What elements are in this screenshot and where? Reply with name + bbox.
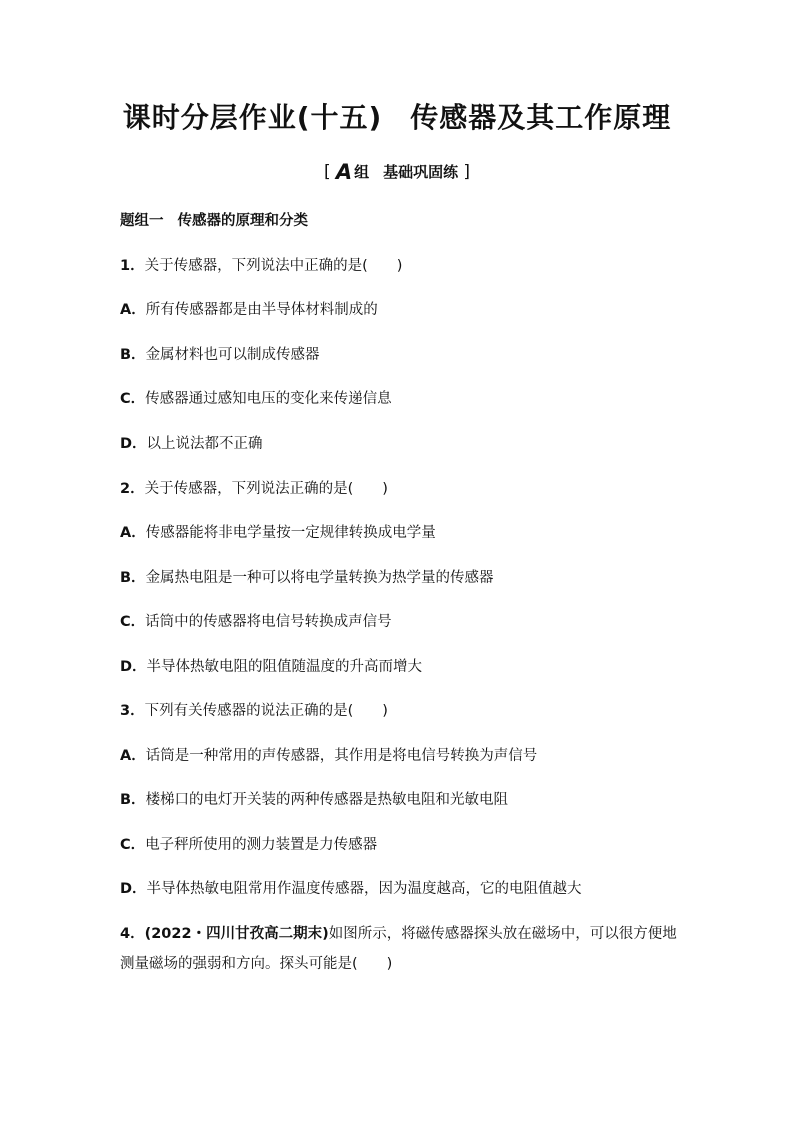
group-desc: 基础巩固练 <box>383 163 459 181</box>
option-key: B． <box>120 570 146 586</box>
question-2-option-a <box>120 522 690 544</box>
question-text: 关于传感器，下列说法中正确的是( ) <box>144 258 403 274</box>
option-text: 以上说法都不正确 <box>146 436 263 452</box>
question-3-option-c <box>120 834 690 856</box>
section-heading <box>120 210 690 232</box>
group-close-bracket: ] <box>463 162 471 182</box>
option-key: A． <box>120 525 146 541</box>
question-1-option-b <box>120 344 690 366</box>
question-number: 4． <box>120 926 145 942</box>
option-key: B． <box>120 347 146 363</box>
question-3-option-b <box>120 789 690 811</box>
option-key: D． <box>120 659 147 675</box>
option-text: 电子秤所使用的测力装置是力传感器 <box>145 837 378 853</box>
option-key: C． <box>120 837 146 853</box>
option-key: C． <box>120 614 146 630</box>
question-number: 1． <box>120 258 145 274</box>
question-text: 下列有关传感器的说法正确的是( ) <box>144 703 388 719</box>
question-4-stem <box>120 919 690 979</box>
question-2-option-d <box>120 656 690 678</box>
question-2-option-b <box>120 567 690 589</box>
title-part1: 课时分层作业(十五) <box>122 101 383 134</box>
option-key: D． <box>120 436 147 452</box>
group-name: 组 <box>354 163 370 181</box>
option-key: C． <box>120 391 146 407</box>
question-1-option-d <box>120 433 690 455</box>
section-title: 传感器的原理和分类 <box>177 213 308 229</box>
question-text: 如图所示，将磁传感器探头放在磁场中，可以很方便地测量磁场的强弱和方向。探头可能是( ) <box>120 926 677 972</box>
option-text: 金属热电阻是一种可以将电学量转换为热学量的传感器 <box>145 570 494 586</box>
title-part2: 传感器及其工作原理 <box>410 101 672 134</box>
option-text: 金属材料也可以制成传感器 <box>145 347 320 363</box>
question-text: 关于传感器，下列说法正确的是( ) <box>144 481 388 497</box>
question-3-option-a <box>120 745 690 767</box>
option-key: B． <box>120 792 146 808</box>
question-2-stem <box>120 478 690 500</box>
question-3-option-d <box>120 878 690 900</box>
option-key: D． <box>120 881 147 897</box>
page-title <box>0 96 794 136</box>
option-text: 传感器能将非电学量按一定规律转换成电学量 <box>145 525 436 541</box>
option-text: 楼梯口的电灯开关装的两种传感器是热敏电阻和光敏电阻 <box>145 792 509 808</box>
option-key: A． <box>120 748 146 764</box>
option-text: 传感器通过感知电压的变化来传递信息 <box>145 391 392 407</box>
option-text: 半导体热敏电阻的阻值随温度的升高而增大 <box>146 659 423 675</box>
section-label: 题组一 <box>120 213 164 229</box>
question-number: 2． <box>120 481 145 497</box>
question-1-option-c <box>120 388 690 410</box>
question-3-stem <box>120 700 690 722</box>
option-text: 话筒是一种常用的声传感器，其作用是将电信号转换为声信号 <box>145 748 538 764</box>
question-1-stem <box>120 255 690 277</box>
group-heading <box>0 160 794 184</box>
option-text: 话筒中的传感器将电信号转换成声信号 <box>145 614 392 630</box>
question-number: 3． <box>120 703 145 719</box>
group-open-bracket: [ <box>323 162 331 182</box>
question-1-option-a <box>120 299 690 321</box>
option-text: 所有传感器都是由半导体材料制成的 <box>145 302 378 318</box>
option-key: A． <box>120 302 146 318</box>
group-letter: A <box>335 160 353 184</box>
option-text: 半导体热敏电阻常用作温度传感器，因为温度越高，它的电阻值越大 <box>146 881 582 897</box>
question-source: (2022・四川甘孜高二期末) <box>144 926 329 942</box>
question-2-option-c <box>120 611 690 633</box>
